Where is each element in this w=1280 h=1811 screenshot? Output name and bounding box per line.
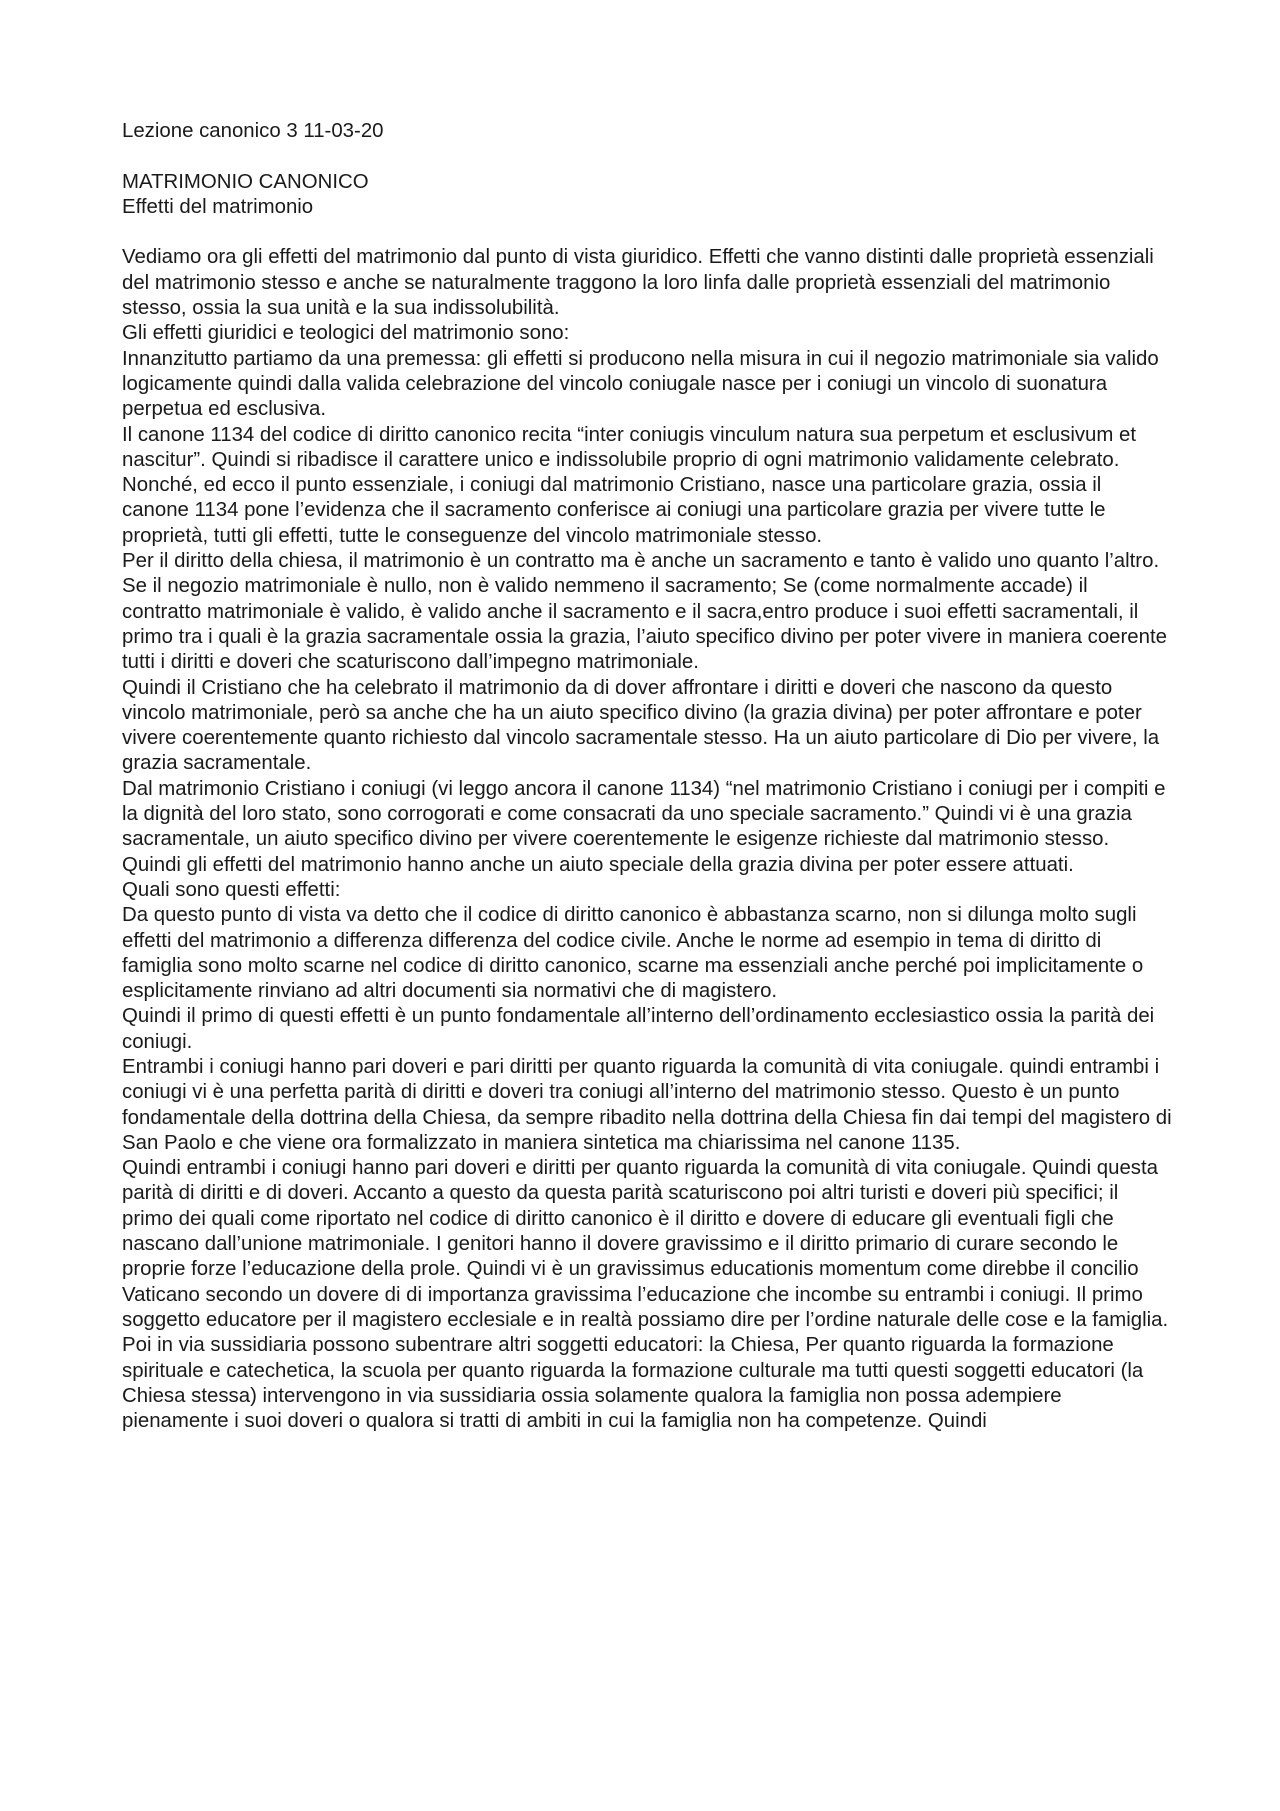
- paragraph: Innanzitutto partiamo da una premessa: gli effetti si producono nella misura in cui il negozio matrimoniale sia valido logicamente quindi dalla valida celebrazione del vincolo coniugale nasce per i coniugi un vincolo di suonatura perpetua ed esclusiva.: [122, 347, 1159, 421]
- spacer: [122, 220, 1172, 245]
- lesson-line: Lezione canonico 3 11-03-20: [122, 120, 384, 142]
- paragraph: Quindi il primo di questi effetti è un punto fondamentale all’interno dell’ordinamento ecclesiastico ossia la parità dei coniugi.: [122, 1005, 1155, 1053]
- paragraph: Gli effetti giuridici e teologici del matrimonio sono:: [122, 322, 570, 345]
- paragraph: Quindi entrambi i coniugi hanno pari doveri e diritti per quanto riguarda la comunità di vita coniugale. Quindi questa parità di diritti e di doveri. Accanto a questo da questa parità scaturiscono poi altri turisti e doveri più specifici; il primo dei quali come riportato nel codice di diritto canonico è il diritto e dovere di educare gli eventuali figli che nascano dall’unione matrimoniale. I genitori hanno il dovere gravissimo e il diritto primario di curare secondo le proprie forze l’educazione della prole. Quindi vi è un gravissimus educationis momentum come direbbe il concilio Vaticano secondo un dovere di di importanza gravissima l’educazione che incombe su entrambi i coniugi. Il primo soggetto educatore per il magistero ecclesiale e in realtà possiamo dire per l’ordine naturale delle cose e la famiglia. Poi in via sussidiaria possono subentrare altri soggetti educatori: la Chiesa, Per quanto riguarda la formazione spirituale e catechetica, la scuola per quanto riguarda la formazione culturale ma tutti questi soggetti educatori (la Chiesa stessa) intervengono in via sussidiaria ossia solamente qualora la famiglia non possa adempiere pienamente i suoi doveri o qualora si tratti di ambiti in cui la famiglia non ha competenze. Quindi: [122, 1157, 1169, 1433]
- paragraph: Quindi il Cristiano che ha celebrato il matrimonio da di dover affrontare i diritti e doveri che nascono da questo vincolo matrimoniale, però sa anche che ha un aiuto specifico divino (la grazia divina) per poter affrontare e poter vivere coerentemente quanto richiesto dal vincolo sacramentale stesso. Ha un aiuto particolare di Dio per vivere, la grazia sacramentale.: [122, 676, 1160, 775]
- document-subtitle: Effetti del matrimonio: [122, 195, 314, 218]
- paragraph: Vediamo ora gli effetti del matrimonio dal punto di vista giuridico. Effetti che vanno distinti dalle proprietà essenziali del matrimonio stesso e anche se naturalmente traggono la loro linfa dalle proprietà essenziali del matrimonio stesso, ossia la sua unità e la sua indissolubilità.: [122, 246, 1154, 320]
- paragraph: Entrambi i coniugi hanno pari doveri e pari diritti per quanto riguarda la comunità di vita coniugale. quindi entrambi i coniugi vi è una perfetta parità di diritti e doveri tra coniugi all’interno del matrimonio stesso. Questo è un punto fondamentale della dottrina della Chiesa, da sempre ribadito nella dottrina della Chiesa fin dai tempi del magistero di San Paolo e che viene ora formalizzato in maniera sintetica ma chiarissima nel canone 1135.: [122, 1055, 1172, 1154]
- paragraph: Da questo punto di vista va detto che il codice di diritto canonico è abbastanza scarno, non si dilunga molto sugli effetti del matrimonio a differenza differenza del codice civile. Anche le norme ad esempio in tema di diritto di famiglia sono molto scarne nel codice di diritto canonico, scarne ma essenziali anche perché poi implicitamente o esplicitamente rinviano ad altri documenti sia normativi che di magistero.: [122, 904, 1144, 1003]
- document-title: MATRIMONIO CANONICO: [122, 170, 369, 193]
- paragraph: Dal matrimonio Cristiano i coniugi (vi leggo ancora il canone 1134) “nel matrimonio Cristiano i coniugi per i compiti e la dignità del loro stato, sono corrogorati e come consacrati da uno speciale sacramento.” Quindi vi è una grazia sacramentale, un aiuto specifico divino per vivere coerentemente le esigenze richieste dal matrimonio stesso.: [122, 777, 1166, 851]
- paragraph: Il canone 1134 del codice di diritto canonico recita “inter coniugis vinculum natura sua perpetum et esclusivum et nascitur”. Quindi si ribadisce il carattere unico e indissolubile proprio di ogni matrimonio validamente celebrato. Nonché, ed ecco il punto essenziale, i coniugi dal matrimonio Cristiano, nasce una particolare grazia, ossia il canone 1134 pone l’evidenza che il sacramento conferisce ai coniugi una particolare grazia per vivere tutte le proprietà, tutti gli effetti, tutte le conseguenze del vincolo matrimoniale stesso.: [122, 423, 1137, 547]
- document-page: [122, 119, 1172, 1434]
- paragraph: Per il diritto della chiesa, il matrimonio è un contratto ma è anche un sacramento e tanto è valido uno quanto l’altro. Se il negozio matrimoniale è nullo, non è valido nemmeno il sacramento; Se (come normalmente accade) il contratto matrimoniale è valido, è valido anche il sacramento e il sacra,entro produce i suoi effetti sacramentali, il primo tra i quali è la grazia sacramentale ossia la grazia, l’aiuto specifico divino per poter vivere in maniera coerente tutti i diritti e doveri che scaturiscono dall’impegno matrimoniale.: [122, 550, 1167, 674]
- spacer: [122, 144, 1172, 169]
- paragraph: Quindi gli effetti del matrimonio hanno anche un aiuto speciale della grazia divina per poter essere attuati.: [122, 853, 1074, 876]
- paragraph: Quali sono questi effetti:: [122, 878, 341, 901]
